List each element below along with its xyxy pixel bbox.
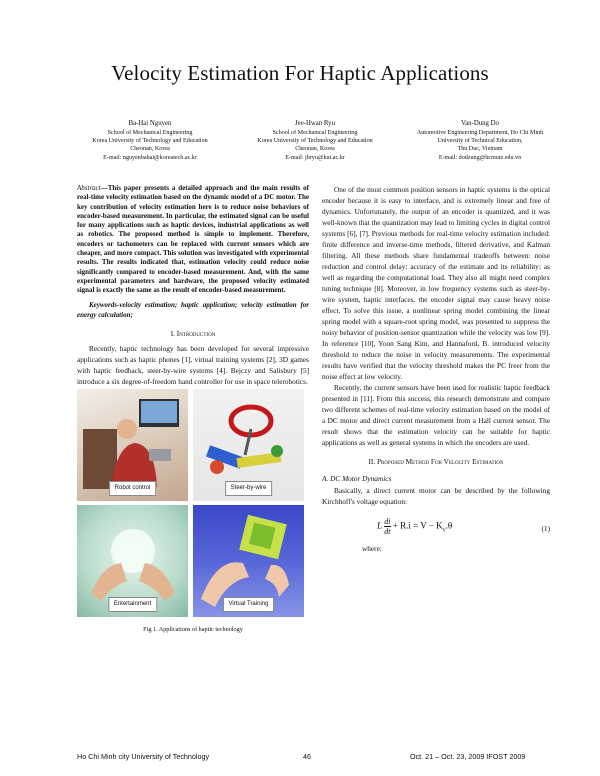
abstract-body: —This paper presents a detailed approach and the main results of real-time velocity estimation based on the dynamic model of a DC motor. The key contribution of velocity estimation here is to reduce noise behaviors of encoder-based measurement. In particular, the estimated signal can be useful for many applications such as haptic devices, industrial applications as well as robotics. The proposed method is simple to implement. Therefore, encoders or tachometers can be replaced with current sensors which are cheaper, and more compact. This solution was investigated with experimental results. The results indicated that, estimation velocity could reduce noise significantly compared to encoder-based measurement. And, with the same experimental parameters and hardware, the proposed velocity estimated signal is exactly the same as the result of encoder-based measurement. [77, 184, 309, 295]
author-affiliation: Korea University of Technology and Education [257, 138, 373, 145]
author-location: Cheonan, Korea [130, 146, 170, 153]
author-email: E-mail: jhryu@kut.ac.kr [285, 154, 345, 161]
author-3 [400, 120, 560, 162]
author-affiliation: University of Technical Education, [437, 138, 523, 145]
author-block [70, 120, 560, 162]
footer-conference: Oct. 21 – Oct. 23, 2009 IFOST 2009 [410, 752, 526, 761]
paper-title: Velocity Estimation For Haptic Applications [111, 61, 489, 85]
equation-body [377, 517, 452, 536]
abstract-lead: Abstract [77, 184, 101, 192]
section-heading-introduction: I. Introduction [170, 328, 216, 338]
panel-label: Virtual Training [223, 597, 275, 612]
intro-paragraph: Recently, haptic technology has been developed for several impressive applications such as haptic phones [1], virtual training systems [2], 3D games with haptic feedback, steer-by-wire systems [4]. Bejczy and Salisbury [5] introduce a six degree-of-freedom hand controller for use in space telerobotics. [77, 343, 309, 386]
eq-subscript: v [442, 527, 446, 534]
page-number: 46 [303, 752, 311, 761]
figure-panel-entertainment [77, 505, 188, 617]
author-location: Cheonan, Korea [295, 146, 335, 153]
left-column [77, 184, 309, 635]
author-affiliation: School of Mechanical Engineering [272, 129, 358, 136]
abstract [77, 184, 309, 296]
figure-1 [77, 389, 306, 621]
author-name: Ba-Hai Nguyen [128, 120, 172, 127]
author-email: E-mail: nguyenbahai@koreatech.ac.kr [103, 154, 197, 161]
keywords: Keywords-velocity estimation; haptic application; velocity estimation for energy calculation; [77, 300, 309, 319]
body-paragraph: One of the most common position sensors in haptic systems is the optical encoder because it is easy to interface, and is extremely linear and free of dynamics. Unfortunately, the output of an encoder is quantized, and it was well-known that the quantization may lead to limiting cycles in digital control systems [6], [7]. Previous methods for real-time velocity estimation included: finite difference and inverse-time methods, filtered derivative, and Kalman filtering. All these methods share fundamental tradeoffs between: noise reduction and control delay; accuracy of the estimate and its reliability; as well as regarding the computational load. They also all might need complex tuning technique [8]. Moreover, in low frequency systems such as steer-by-wire system, haptic interfaces, the encoder signal may cause heavy noise effect. To solve this issue, a nonlinear spring model combining the linear spring model with a square-root spring model, was presented to suppress the noisy behavior of position-sensor quantization while the velocity was low [9]. In reference [10], Yoon Sang Kim, and Hannaford, B. introduced velocity threshold to reduce the noise in velocity measurements. The experimental results have verified that the velocity threshold makes the PC freer from the noise effect at low velocity. [322, 185, 550, 381]
equation-number: (1) [541, 524, 550, 533]
right-column [322, 184, 550, 554]
panel-label: Entertainment [108, 597, 157, 612]
eq-denominator: dt [384, 527, 391, 536]
panel-label: Steer-by-wire [225, 481, 273, 496]
section-heading-proposed-method: II. Proposed Method For Velocity Estimation [368, 457, 504, 466]
eq-tail: .θ [445, 520, 453, 531]
figure-panel-virtual-training [193, 505, 304, 617]
author-affiliation: School of Mechanical Engineering [107, 129, 193, 136]
author-location: Thu Duc, Vietnam [457, 146, 503, 153]
eq-fraction [384, 517, 390, 536]
eq-L: L [377, 520, 383, 531]
where-label: where: [362, 544, 382, 553]
equation-1 [322, 513, 550, 541]
body-paragraph: Basically, a direct current motor can be described by the following Kirchhoff's voltage equation: [322, 486, 550, 506]
figure-panel-robot-control [77, 389, 188, 501]
author-name: Van-Dung Do [461, 120, 499, 127]
panel-label: Robot control [109, 481, 157, 496]
author-2 [235, 120, 395, 162]
eq-numerator: di [384, 517, 391, 526]
footer-institution: Ho Chi Minh city University of Technology [77, 752, 210, 761]
author-name: Jee-Hwan Ryu [295, 120, 335, 127]
figure-caption: Fig 1. Applications of haptic technology [143, 625, 243, 633]
body-paragraph: Recently, the current sensors have been used for realistic haptic feedback presented in [11]. From this success, this research demonstrate and compare two different schemes of real-time velocity estimation based on the model of a DC motor and direct current measurement from a Hall current sensor. The result shows that the estimation velocity can be suitable for haptic applications as well as general systems in which the encoders are used. [322, 383, 550, 447]
figure-panel-steer-by-wire [193, 389, 304, 501]
author-affiliation: Korea University of Technology and Education [92, 138, 208, 145]
author-affiliation: Automotive Engineering Department, Ho Chi Minh [416, 129, 544, 136]
subsection-heading-dc-motor: A. DC Motor Dynamics [322, 474, 392, 483]
eq-rest: + R.i = V − K [392, 520, 443, 531]
author-1 [70, 120, 230, 162]
author-email: E-mail: dodzung@hcmute.edu.vn [438, 154, 522, 161]
